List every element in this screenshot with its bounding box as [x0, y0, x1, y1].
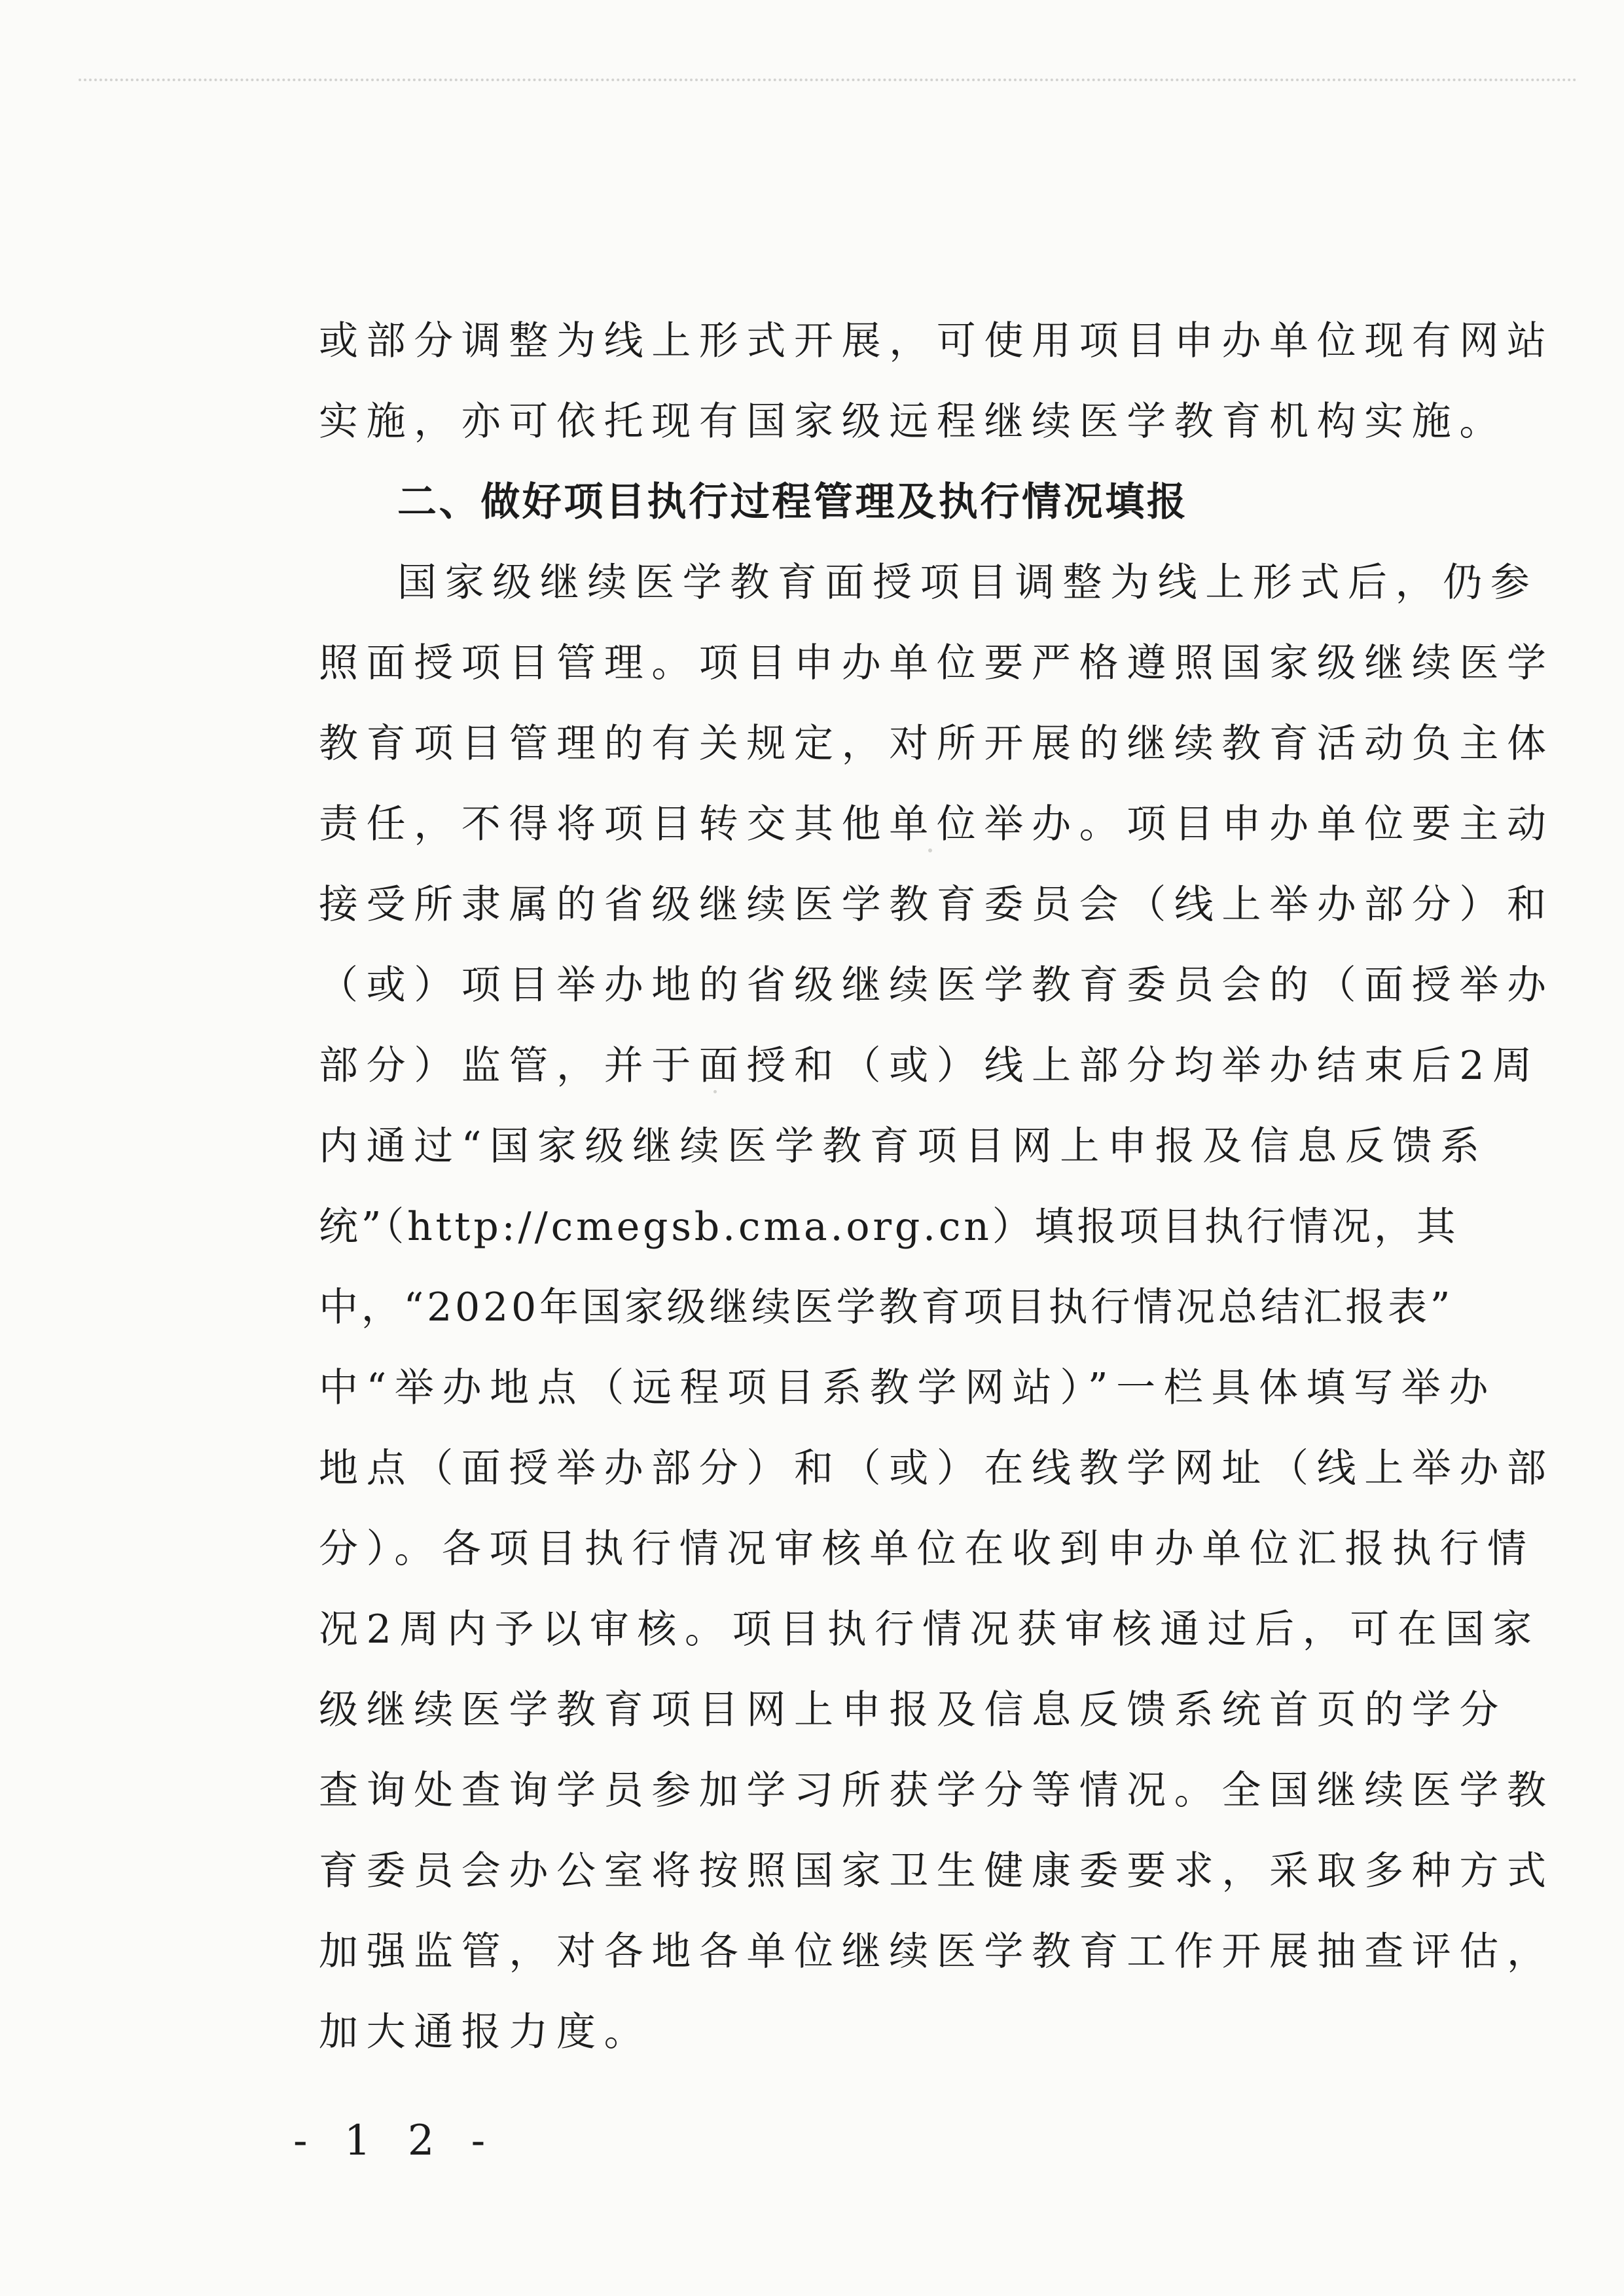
scan-edge-line: [79, 79, 1578, 81]
text-line-2: 实施，亦可依托现有国家级远程继续医学教育机构实施。: [319, 399, 1507, 445]
text-line-13: 中，“2020年国家级继续医学教育项目执行情况总结汇报表”: [319, 1285, 1454, 1330]
text-line-10: 部分）监管，并于面授和（或）线上部分均举办结束后2周: [319, 1043, 1540, 1089]
text-line-22: 加大通报力度。: [319, 2009, 652, 2055]
scan-speck: [928, 848, 932, 852]
text-line-8: 接受所隶属的省级继续医学教育委员会（线上举办部分）和: [319, 882, 1555, 928]
section-heading: 二、做好项目执行过程管理及执行情况填报: [397, 479, 1189, 525]
text-line-9: （或）项目举办地的省级继续医学教育委员会的（面授举办: [319, 962, 1555, 1008]
scan-speck: [713, 1090, 717, 1093]
text-line-6: 教育项目管理的有关规定，对所开展的继续教育活动负主体: [319, 721, 1555, 767]
text-line-15: 地点（面授举办部分）和（或）在线教学网址（线上举办部: [319, 1446, 1555, 1491]
text-line-11: 内通过“国家级继续医学教育项目网上申报及信息反馈系: [319, 1123, 1488, 1169]
text-line-12: 统”（http://cmegsb.cma.org.cn）填报项目执行情况，其: [319, 1204, 1459, 1250]
text-line-14: 中“举办地点（远程项目系教学网站）”一栏具体填写举办: [319, 1365, 1496, 1411]
text-line-5: 照面授项目管理。项目申办单位要严格遵照国家级继续医学: [319, 640, 1555, 686]
text-line-16: 分）。各项目执行情况审核单位在收到申办单位汇报执行情: [319, 1526, 1535, 1572]
text-line-7: 责任，不得将项目转交其他单位举办。项目申办单位要主动: [319, 801, 1555, 847]
body-text: [319, 301, 1555, 2073]
text-line-18: 级继续医学教育项目网上申报及信息反馈系统首页的学分: [319, 1687, 1507, 1733]
text-line-20: 育委员会办公室将按照国家卫生健康委要求，采取多种方式: [319, 1848, 1555, 1894]
text-line-4: 国家级继续医学教育面授项目调整为线上形式后，仍参: [397, 560, 1538, 606]
text-line-1: 或部分调整为线上形式开展，可使用项目申办单位现有网站: [319, 318, 1555, 364]
text-line-19: 查询处查询学员参加学习所获学分等情况。全国继续医学教: [319, 1768, 1555, 1813]
page-number: - 1 2 -: [293, 2117, 497, 2165]
text-line-21: 加强监管，对各地各单位继续医学教育工作开展抽查评估，: [319, 1929, 1555, 1975]
text-line-17: 况2周内予以审核。项目执行情况获审核通过后，可在国家: [319, 1607, 1540, 1652]
